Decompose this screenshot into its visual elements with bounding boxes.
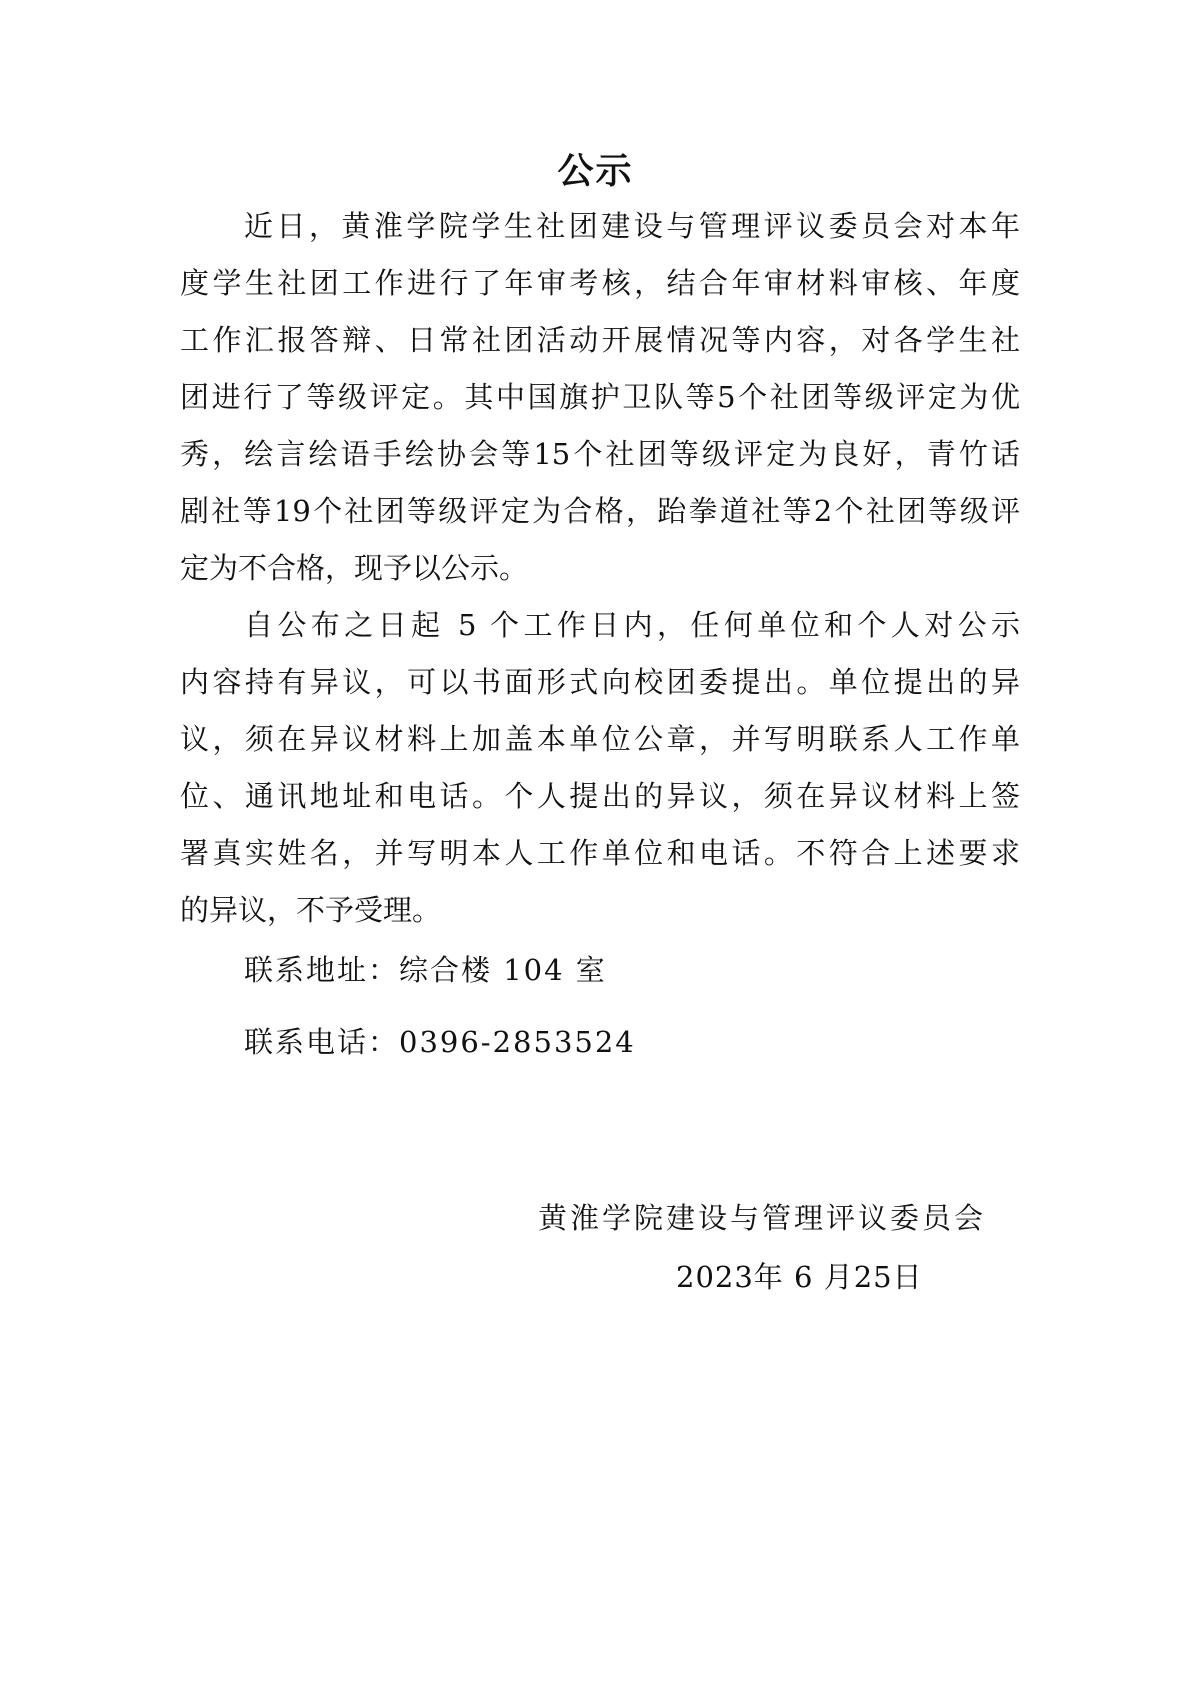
signature-date: 2023年 6 月25日 — [676, 1260, 923, 1294]
paragraph-2-line: 自公布之日起 5 个工作日内，任何单位和个人对公示 — [244, 608, 1020, 642]
paragraph-1-line: 秀，绘言绘语手绘协会等15个社团等级评定为良好，青竹话 — [180, 437, 1020, 471]
paragraph-1-line: 工作汇报答辩、日常社团活动开展情况等内容，对各学生社 — [180, 323, 1020, 357]
paragraph-2-line: 位、通讯地址和电话。个人提出的异议，须在异议材料上签 — [180, 779, 1020, 813]
contact-phone: 联系电话：0396-2853524 — [244, 1025, 636, 1059]
paragraph-2-line: 的异议，不予受理。 — [180, 893, 442, 927]
paragraph-2-line: 内容持有异议，可以书面形式向校团委提出。单位提出的异 — [180, 665, 1020, 699]
paragraph-1-line: 定为不合格，现予以公示。 — [180, 551, 529, 585]
paragraph-1-line: 度学生社团工作进行了年审考核，结合年审材料审核、年度 — [180, 266, 1020, 300]
paragraph-1-line: 团进行了等级评定。其中国旗护卫队等5个社团等级评定为优 — [180, 380, 1020, 414]
paragraph-1-line: 剧社等19个社团等级评定为合格，跆拳道社等2个社团等级评 — [180, 494, 1020, 528]
paragraph-2-line: 议，须在异议材料上加盖本单位公章，并写明联系人工作单 — [180, 722, 1020, 756]
paragraph-2-line: 署真实姓名，并写明本人工作单位和电话。不符合上述要求 — [180, 836, 1020, 870]
contact-address: 联系地址：综合楼 104 室 — [244, 953, 607, 987]
document-title: 公示 — [557, 151, 634, 192]
paragraph-1-line: 近日，黄淮学院学生社团建设与管理评议委员会对本年 — [244, 209, 1020, 243]
signature-organization: 黄淮学院建设与管理评议委员会 — [538, 1201, 987, 1235]
